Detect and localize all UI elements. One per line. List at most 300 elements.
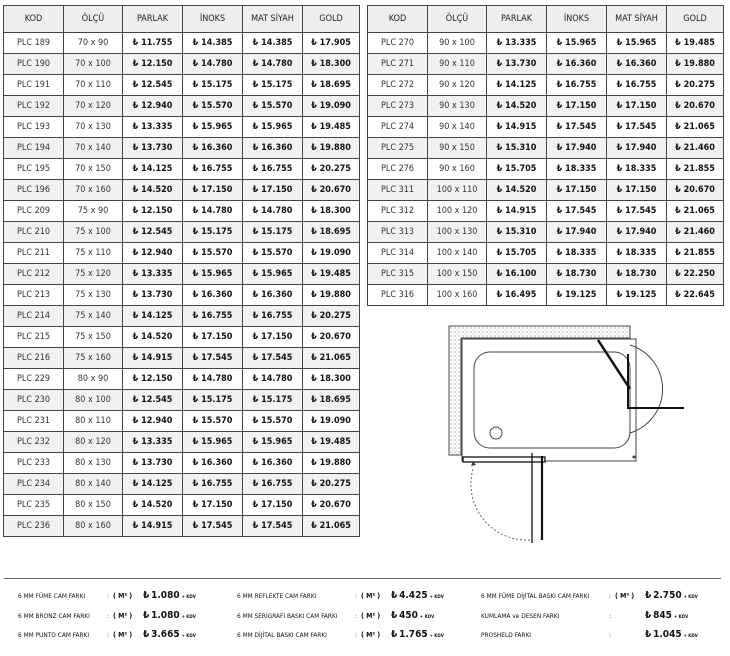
product-code: PLC 273 <box>368 96 428 117</box>
currency-symbol: ₺ <box>616 101 623 111</box>
price-value: 16.755 <box>625 80 657 90</box>
currency-symbol: ₺ <box>556 269 563 279</box>
product-code: PLC 196 <box>4 180 64 201</box>
price-cell <box>303 264 360 285</box>
surcharge-value: 2.750 <box>653 590 682 601</box>
price-cell <box>243 54 303 75</box>
table-row <box>4 117 360 138</box>
price-value: 19.090 <box>319 416 351 426</box>
price-value: 12.150 <box>141 59 173 69</box>
table-row <box>4 264 360 285</box>
price-cell <box>547 243 607 264</box>
price-cell <box>303 306 360 327</box>
price-value: 19.090 <box>319 101 351 111</box>
price-value: 19.880 <box>319 290 351 300</box>
product-code: PLC 316 <box>368 285 428 306</box>
price-value: 16.360 <box>261 143 293 153</box>
price-value: 12.940 <box>141 101 173 111</box>
price-cell <box>183 369 243 390</box>
currency-symbol: ₺ <box>496 290 503 300</box>
price-cell <box>183 138 243 159</box>
dimensions: 80 x 130 <box>64 453 123 474</box>
separator: : <box>609 612 611 620</box>
dimensions: 90 x 120 <box>428 75 487 96</box>
price-value: 13.730 <box>141 290 173 300</box>
price-value: 17.150 <box>261 185 293 195</box>
currency-symbol: ₺ <box>252 458 259 468</box>
price-cell <box>123 327 183 348</box>
price-value: 15.965 <box>261 269 293 279</box>
currency-symbol: ₺ <box>675 59 681 69</box>
table-row <box>368 96 724 117</box>
currency-symbol: ₺ <box>556 227 563 237</box>
price-value: 14.125 <box>141 479 173 489</box>
currency-symbol: ₺ <box>252 227 259 237</box>
currency-symbol: ₺ <box>391 629 398 640</box>
dimensions: 100 x 140 <box>428 243 487 264</box>
price-cell <box>667 117 724 138</box>
currency-symbol: ₺ <box>132 500 139 510</box>
price-value: 18.730 <box>565 269 597 279</box>
price-value: 16.360 <box>565 59 597 69</box>
price-cell <box>303 117 360 138</box>
price-value: 13.335 <box>505 38 537 48</box>
product-code: PLC 214 <box>4 306 64 327</box>
surcharge-value: 845 <box>653 610 672 621</box>
currency-symbol: ₺ <box>496 164 503 174</box>
price-value: 18.695 <box>319 80 351 90</box>
price-value: 12.940 <box>141 416 173 426</box>
table-row <box>4 390 360 411</box>
column-header: PARLAK <box>123 6 183 33</box>
price-value: 17.150 <box>565 101 597 111</box>
price-cell <box>667 75 724 96</box>
price-value: 17.150 <box>565 185 597 195</box>
price-cell <box>607 75 667 96</box>
surcharge-item <box>18 628 196 642</box>
price-value: 18.335 <box>565 248 597 258</box>
price-value: 16.755 <box>261 164 293 174</box>
divider <box>4 578 721 579</box>
dimensions: 70 x 150 <box>64 159 123 180</box>
dimensions: 80 x 160 <box>64 516 123 537</box>
price-cell <box>303 474 360 495</box>
separator: : <box>107 631 109 639</box>
price-cell <box>123 75 183 96</box>
product-code: PLC 275 <box>368 138 428 159</box>
vat-note: + KDV <box>181 634 196 639</box>
currency-symbol: ₺ <box>192 59 199 69</box>
currency-symbol: ₺ <box>496 80 503 90</box>
door-swing-arc <box>471 469 530 540</box>
price-cell <box>303 138 360 159</box>
price-value: 19.485 <box>319 269 351 279</box>
currency-symbol: ₺ <box>556 38 563 48</box>
price-value: 14.780 <box>261 59 293 69</box>
price-value: 20.275 <box>319 311 351 321</box>
currency-symbol: ₺ <box>192 227 199 237</box>
price-cell <box>667 138 724 159</box>
dimensions: 90 x 130 <box>428 96 487 117</box>
product-code: PLC 190 <box>4 54 64 75</box>
surcharge-value: 1.080 <box>151 610 180 621</box>
dimensions: 100 x 150 <box>428 264 487 285</box>
price-value: 13.335 <box>141 122 173 132</box>
product-code: PLC 235 <box>4 495 64 516</box>
vat-note: + KDV <box>429 595 444 600</box>
price-value: 14.915 <box>141 521 173 531</box>
separator: : <box>107 592 109 600</box>
product-code: PLC 236 <box>4 516 64 537</box>
product-code: PLC 210 <box>4 222 64 243</box>
dimensions: 75 x 140 <box>64 306 123 327</box>
price-cell <box>667 264 724 285</box>
surcharge-label: 6 MM DİJİTAL BASKI CAM FARKI <box>237 631 327 639</box>
currency-symbol: ₺ <box>616 290 623 300</box>
price-cell <box>123 348 183 369</box>
price-cell <box>243 495 303 516</box>
price-cell <box>183 222 243 243</box>
surcharge-label: PROSHELD FARKI <box>481 631 532 639</box>
column-header: PARLAK <box>487 6 547 33</box>
price-value: 12.150 <box>141 374 173 384</box>
price-value: 18.335 <box>565 164 597 174</box>
currency-symbol: ₺ <box>132 311 139 321</box>
currency-symbol: ₺ <box>252 101 259 111</box>
price-value: 14.915 <box>505 122 537 132</box>
price-value: 21.460 <box>683 143 715 153</box>
price-value: 15.175 <box>261 227 293 237</box>
table-row <box>368 138 724 159</box>
price-cell <box>667 243 724 264</box>
price-cell <box>303 327 360 348</box>
price-cell <box>547 264 607 285</box>
currency-symbol: ₺ <box>311 395 317 405</box>
price-cell <box>243 180 303 201</box>
price-cell <box>607 96 667 117</box>
price-value: 18.300 <box>319 374 351 384</box>
currency-symbol: ₺ <box>252 521 259 531</box>
price-cell <box>183 453 243 474</box>
price-value: 17.150 <box>201 185 233 195</box>
price-cell <box>243 474 303 495</box>
currency-symbol: ₺ <box>192 290 199 300</box>
currency-symbol: ₺ <box>192 311 199 321</box>
price-value: 15.175 <box>201 395 233 405</box>
price-cell <box>183 201 243 222</box>
price-cell <box>547 159 607 180</box>
price-value: 15.175 <box>261 80 293 90</box>
dimensions: 75 x 160 <box>64 348 123 369</box>
glass-panel <box>463 457 545 462</box>
product-code: PLC 312 <box>368 201 428 222</box>
currency-symbol: ₺ <box>311 353 317 363</box>
price-value: 19.880 <box>683 59 715 69</box>
table-row <box>4 222 360 243</box>
currency-symbol: ₺ <box>192 38 199 48</box>
currency-symbol: ₺ <box>192 269 199 279</box>
price-cell <box>303 285 360 306</box>
price-value: 15.965 <box>201 269 233 279</box>
currency-symbol: ₺ <box>311 479 317 489</box>
price-cell <box>607 180 667 201</box>
currency-symbol: ₺ <box>616 248 623 258</box>
price-cell <box>243 222 303 243</box>
surcharge-label: 6 MM BRONZ CAM FARKI <box>18 612 90 620</box>
surcharge-label: 6 MM FÜME DİJİTAL BASKI CAM FARKI <box>481 592 590 600</box>
price-value: 15.965 <box>261 122 293 132</box>
price-value: 16.360 <box>261 458 293 468</box>
currency-symbol: ₺ <box>252 353 259 363</box>
product-code: PLC 194 <box>4 138 64 159</box>
price-value: 13.730 <box>505 59 537 69</box>
currency-symbol: ₺ <box>311 248 317 258</box>
price-value: 17.545 <box>201 521 233 531</box>
currency-symbol: ₺ <box>496 59 503 69</box>
table-body <box>368 33 724 306</box>
currency-symbol: ₺ <box>616 227 623 237</box>
currency-symbol: ₺ <box>496 143 503 153</box>
price-value: 17.940 <box>625 227 657 237</box>
vat-note: + KDV <box>429 634 444 639</box>
separator: : <box>355 592 357 600</box>
table-row <box>4 75 360 96</box>
price-cell <box>243 516 303 537</box>
currency-symbol: ₺ <box>645 610 652 621</box>
price-cell <box>547 138 607 159</box>
currency-symbol: ₺ <box>252 185 259 195</box>
product-code: PLC 216 <box>4 348 64 369</box>
currency-symbol: ₺ <box>192 458 199 468</box>
price-value: 17.940 <box>625 143 657 153</box>
price-cell <box>303 411 360 432</box>
vat-note: + KDV <box>683 595 698 600</box>
price-cell <box>487 33 547 54</box>
currency-symbol: ₺ <box>645 590 652 601</box>
price-cell <box>303 54 360 75</box>
price-value: 12.940 <box>141 248 173 258</box>
currency-symbol: ₺ <box>675 185 681 195</box>
currency-symbol: ₺ <box>132 269 139 279</box>
table-row <box>368 33 724 54</box>
price-cell <box>487 243 547 264</box>
product-code: PLC 191 <box>4 75 64 96</box>
currency-symbol: ₺ <box>192 206 199 216</box>
currency-symbol: ₺ <box>311 164 317 174</box>
table-row <box>4 159 360 180</box>
currency-symbol: ₺ <box>252 395 259 405</box>
currency-symbol: ₺ <box>496 122 503 132</box>
currency-symbol: ₺ <box>252 437 259 447</box>
surcharge-label: 6 MM PUNTO CAM FARKI <box>18 631 90 639</box>
vat-note: + KDV <box>683 634 698 639</box>
price-cell <box>607 54 667 75</box>
price-cell <box>123 138 183 159</box>
currency-symbol: ₺ <box>192 185 199 195</box>
surcharge-item <box>237 628 444 642</box>
currency-symbol: ₺ <box>556 185 563 195</box>
dimensions: 70 x 130 <box>64 117 123 138</box>
price-cell <box>607 264 667 285</box>
price-value: 17.545 <box>625 122 657 132</box>
price-value: 16.755 <box>201 164 233 174</box>
price-value: 14.780 <box>261 206 293 216</box>
price-cell <box>547 54 607 75</box>
currency-symbol: ₺ <box>192 80 199 90</box>
table-row <box>368 159 724 180</box>
currency-symbol: ₺ <box>252 59 259 69</box>
price-value: 17.905 <box>319 38 351 48</box>
currency-symbol: ₺ <box>132 416 139 426</box>
currency-symbol: ₺ <box>675 227 681 237</box>
currency-symbol: ₺ <box>132 374 139 384</box>
price-cell <box>487 159 547 180</box>
dimensions: 80 x 120 <box>64 432 123 453</box>
price-value: 18.335 <box>625 248 657 258</box>
price-cell <box>243 390 303 411</box>
price-cell <box>607 33 667 54</box>
unit-label: ( M² ) <box>361 631 381 639</box>
price-value: 17.545 <box>625 206 657 216</box>
column-header: ÖLÇÜ <box>64 6 123 33</box>
column-header: İNOKS <box>183 6 243 33</box>
surcharge-label: 6 MM FÜME CAM FARKI <box>18 592 86 600</box>
currency-symbol: ₺ <box>556 143 563 153</box>
dimensions: 100 x 130 <box>428 222 487 243</box>
table-row <box>4 474 360 495</box>
currency-symbol: ₺ <box>143 629 150 640</box>
price-cell <box>183 306 243 327</box>
price-cell <box>243 138 303 159</box>
currency-symbol: ₺ <box>252 311 259 321</box>
price-cell <box>303 516 360 537</box>
price-value: 15.310 <box>505 227 537 237</box>
price-cell <box>243 432 303 453</box>
price-cell <box>183 432 243 453</box>
unit-label: ( M² ) <box>113 631 133 639</box>
price-cell <box>303 390 360 411</box>
price-cell <box>123 495 183 516</box>
price-value: 17.150 <box>261 500 293 510</box>
price-cell <box>303 369 360 390</box>
price-value: 15.570 <box>261 416 293 426</box>
currency-symbol: ₺ <box>252 143 259 153</box>
currency-symbol: ₺ <box>556 101 563 111</box>
surcharge-item <box>481 609 688 623</box>
currency-symbol: ₺ <box>556 164 563 174</box>
currency-symbol: ₺ <box>252 248 259 258</box>
table-row <box>368 117 724 138</box>
table-row <box>4 348 360 369</box>
price-value: 15.310 <box>505 143 537 153</box>
surcharge-item <box>481 589 698 603</box>
price-cell <box>667 180 724 201</box>
price-value: 13.730 <box>141 458 173 468</box>
product-code: PLC 209 <box>4 201 64 222</box>
price-value: 15.570 <box>201 101 233 111</box>
price-value: 21.460 <box>683 227 715 237</box>
price-cell <box>123 243 183 264</box>
currency-symbol: ₺ <box>132 395 139 405</box>
currency-symbol: ₺ <box>192 395 199 405</box>
price-value: 21.855 <box>683 248 715 258</box>
separator: : <box>355 631 357 639</box>
price-value: 19.090 <box>319 248 351 258</box>
unit-label: ( M² ) <box>361 612 381 620</box>
product-code: PLC 213 <box>4 285 64 306</box>
surcharge-item <box>18 609 196 623</box>
price-cell <box>123 201 183 222</box>
currency-symbol: ₺ <box>645 629 652 640</box>
price-value: 15.965 <box>201 437 233 447</box>
unit-label: ( M² ) <box>113 592 133 600</box>
price-cell <box>243 33 303 54</box>
currency-symbol: ₺ <box>192 143 199 153</box>
price-value: 21.065 <box>683 122 715 132</box>
product-code: PLC 193 <box>4 117 64 138</box>
surcharge-value: 3.665 <box>151 629 180 640</box>
price-cell <box>183 264 243 285</box>
price-cell <box>303 180 360 201</box>
vat-note: + KDV <box>673 615 689 620</box>
currency-symbol: ₺ <box>252 122 259 132</box>
currency-symbol: ₺ <box>311 38 317 48</box>
table-row <box>4 96 360 117</box>
table-row <box>4 285 360 306</box>
currency-symbol: ₺ <box>132 290 139 300</box>
price-value: 11.755 <box>141 38 173 48</box>
price-value: 15.965 <box>625 38 657 48</box>
product-code: PLC 274 <box>368 117 428 138</box>
price-cell <box>303 96 360 117</box>
currency-symbol: ₺ <box>252 290 259 300</box>
currency-symbol: ₺ <box>311 416 317 426</box>
price-cell <box>183 411 243 432</box>
currency-symbol: ₺ <box>496 206 503 216</box>
drain-icon <box>490 427 502 439</box>
currency-symbol: ₺ <box>556 122 563 132</box>
currency-symbol: ₺ <box>311 185 317 195</box>
price-value: 15.570 <box>201 416 233 426</box>
currency-symbol: ₺ <box>496 269 503 279</box>
price-cell <box>607 201 667 222</box>
currency-symbol: ₺ <box>252 332 259 342</box>
price-cell <box>243 285 303 306</box>
price-cell <box>243 369 303 390</box>
price-cell <box>123 117 183 138</box>
price-value: 14.780 <box>201 206 233 216</box>
product-code: PLC 234 <box>4 474 64 495</box>
table-row <box>4 138 360 159</box>
dimensions: 100 x 120 <box>428 201 487 222</box>
price-value: 20.275 <box>683 80 715 90</box>
product-code: PLC 272 <box>368 75 428 96</box>
price-cell <box>547 33 607 54</box>
price-cell <box>123 285 183 306</box>
price-value: 14.385 <box>201 38 233 48</box>
currency-symbol: ₺ <box>311 143 317 153</box>
price-cell <box>547 285 607 306</box>
dimensions: 75 x 130 <box>64 285 123 306</box>
currency-symbol: ₺ <box>132 164 139 174</box>
price-value: 16.495 <box>505 290 537 300</box>
price-cell <box>123 33 183 54</box>
currency-symbol: ₺ <box>132 101 139 111</box>
price-value: 16.755 <box>261 311 293 321</box>
price-value: 14.520 <box>141 500 173 510</box>
product-code: PLC 315 <box>368 264 428 285</box>
dimensions: 70 x 100 <box>64 54 123 75</box>
